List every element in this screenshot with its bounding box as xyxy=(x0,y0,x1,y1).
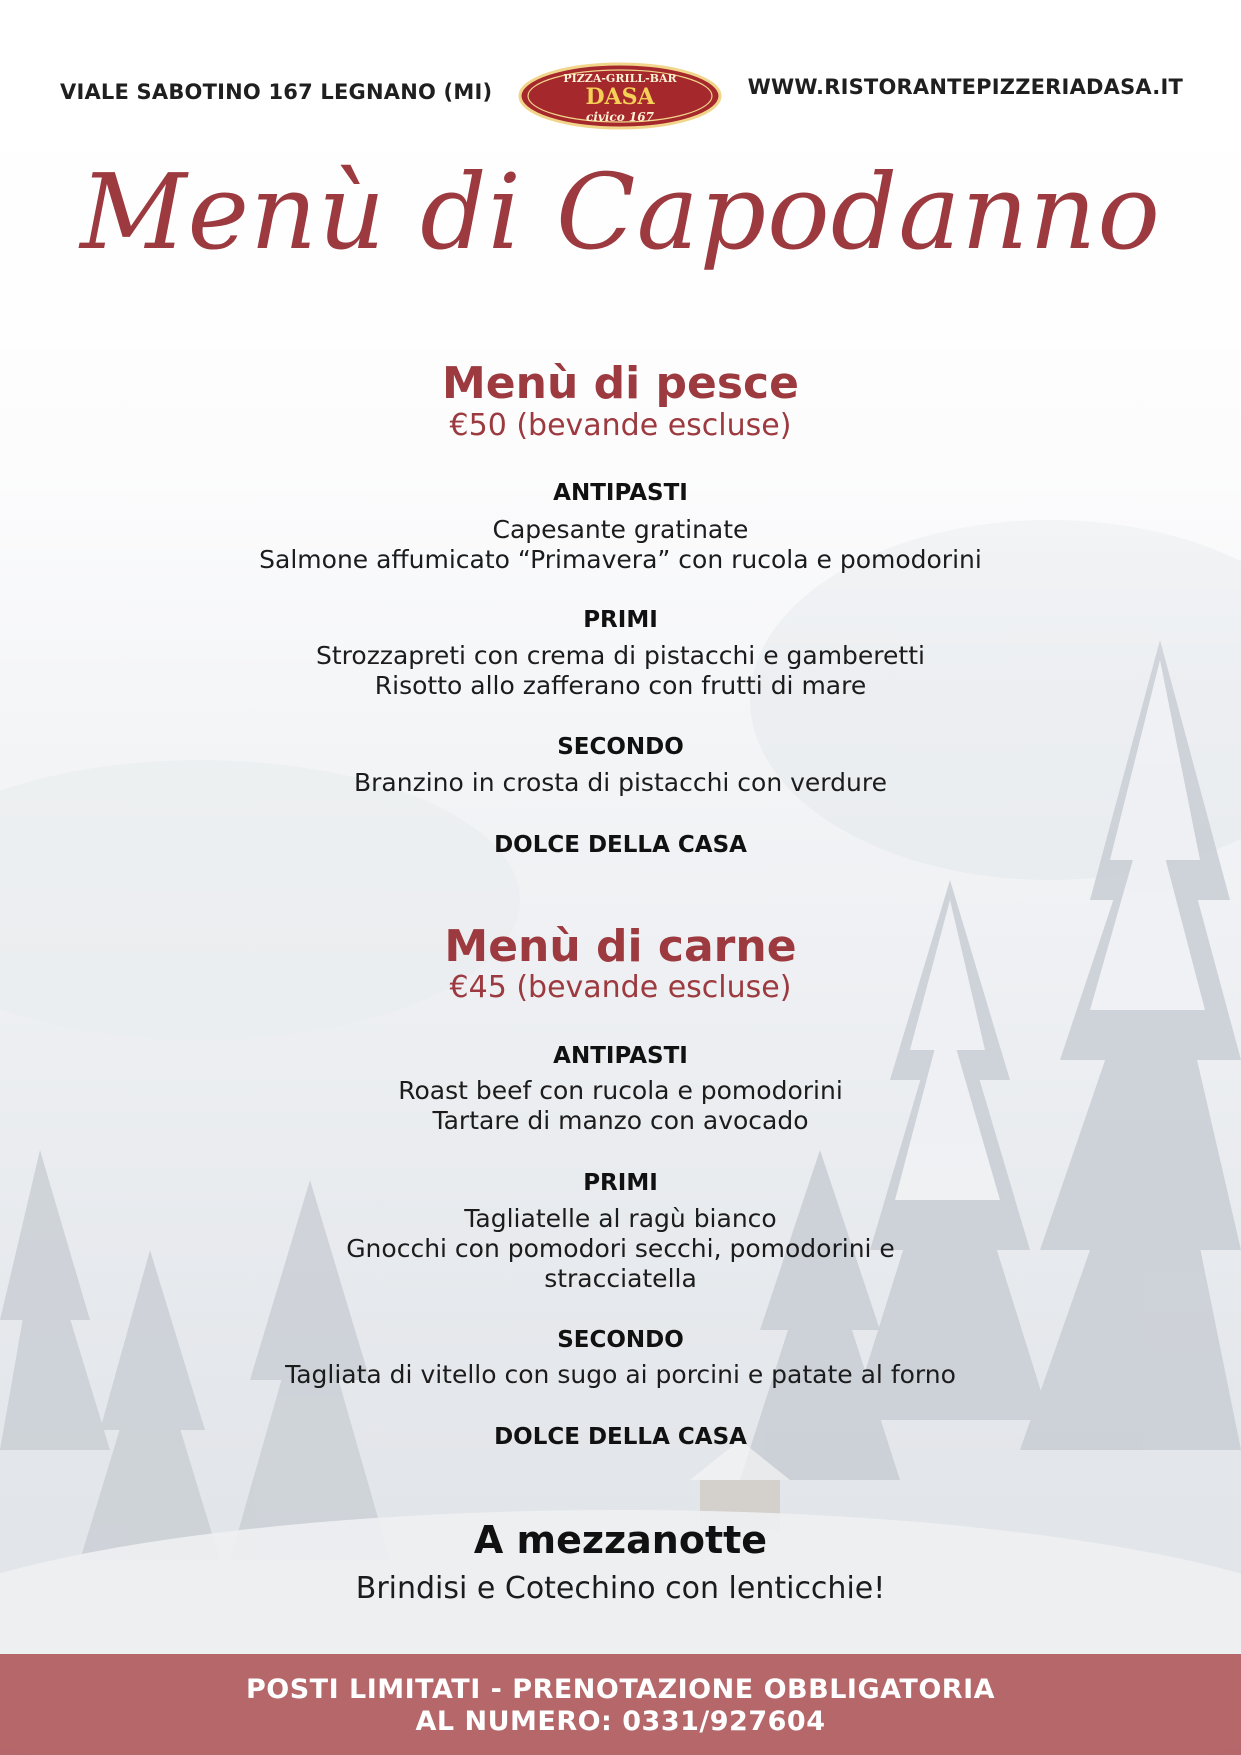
menu-dish: Tartare di manzo con avocado xyxy=(432,1106,809,1135)
logo-bottom-text: civico 167 xyxy=(586,110,654,124)
menu-dish: Tagliatelle al ragù bianco xyxy=(464,1204,777,1233)
menu-dish: Gnocchi con pomodori secchi, pomodorini e xyxy=(346,1234,895,1263)
midnight-heading: A mezzanotte xyxy=(473,1518,768,1562)
meat-antipasti-label: ANTIPASTI xyxy=(553,1043,688,1069)
fish-antipasti-label: ANTIPASTI xyxy=(553,480,688,506)
menu-dish: Capesante gratinate xyxy=(492,515,749,544)
address: VIALE SABOTINO 167 LEGNANO (MI) xyxy=(60,80,493,104)
footer-phone[interactable]: AL NUMERO: 0331/927604 xyxy=(415,1706,826,1737)
fish-primi-label: PRIMI xyxy=(583,607,658,633)
page-title: Menù di Capodanno xyxy=(80,151,1161,273)
fish-dolce-label: DOLCE DELLA CASA xyxy=(494,832,747,858)
menu-dish: Risotto allo zafferano con frutti di mare xyxy=(374,671,867,700)
logo-top-text: PIZZA-GRILL-BAR xyxy=(563,72,677,85)
menu-dish: Strozzapreti con crema di pistacchi e gamberetti xyxy=(316,641,925,670)
fish-menu-heading: Menù di pesce xyxy=(442,358,799,409)
footer-line-1: POSTI LIMITATI - PRENOTAZIONE OBBLIGATORIA xyxy=(245,1674,996,1705)
fish-secondo-label: SECONDO xyxy=(557,734,684,760)
menu-dish: Roast beef con rucola e pomodorini xyxy=(398,1076,843,1105)
midnight-text: Brindisi e Cotechino con lenticchie! xyxy=(355,1571,886,1606)
menu-dish: Salmone affumicato “Primavera” con rucola e pomodorini xyxy=(259,545,982,574)
meat-menu-heading: Menù di carne xyxy=(444,921,797,972)
website-link[interactable]: WWW.RISTORANTEPIZZERIADASA.IT xyxy=(747,75,1183,99)
meat-secondo-label: SECONDO xyxy=(557,1327,684,1353)
footer-banner xyxy=(0,1654,1241,1755)
menu-dish: Tagliata di vitello con sugo ai porcini e patate al forno xyxy=(285,1360,956,1389)
meat-dolce-label: DOLCE DELLA CASA xyxy=(494,1424,747,1450)
menu-dish: stracciatella xyxy=(544,1264,697,1293)
menu-dish: Branzino in crosta di pistacchi con verdure xyxy=(354,768,887,797)
meat-menu-price: €45 (bevande escluse) xyxy=(449,970,792,1005)
meat-primi-label: PRIMI xyxy=(583,1170,658,1196)
restaurant-logo xyxy=(510,60,730,130)
fish-menu-price: €50 (bevande escluse) xyxy=(449,408,792,443)
logo-name: DASA xyxy=(585,84,655,110)
